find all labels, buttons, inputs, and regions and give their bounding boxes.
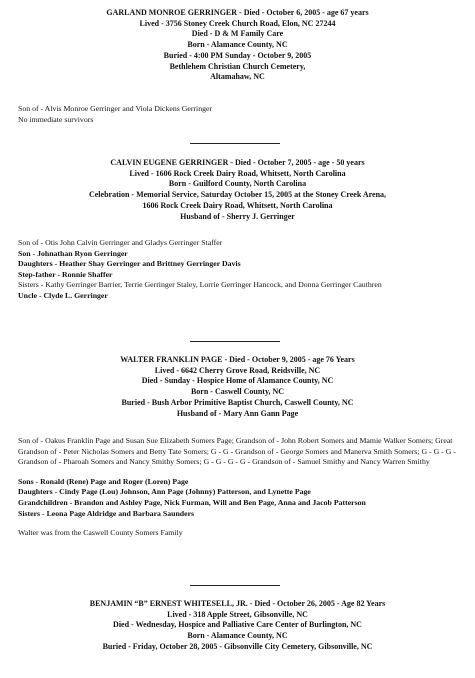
- entry-2-name-line: CALVIN EUGENE GERRINGER - Died - October 7, 2005 - age - 50 years: [110, 158, 365, 167]
- entry-1-cemetery: Bethlehem Christian Church Cemetery,: [169, 61, 306, 71]
- entry-2-son-of: Son of - Otis John Calvin Gerringer and Gladys Gerringer Staffer: [18, 238, 223, 247]
- entry-3-died: Died - Sunday - Hospice Home of Alamance County, NC: [141, 376, 334, 386]
- entry-3-note: Walter was from the Caswell County Somers Family: [18, 528, 183, 538]
- entry-1-buried: Buried - 4:00 PM Sunday - October 9, 2005: [163, 50, 312, 60]
- entry-1-son-of: Son of - Alvis Monroe Gerringer and Viola Dickens Gerringer: [18, 104, 213, 113]
- entry-2-celebration-address: 1606 Rock Creek Dairy Road, Whitsett, North Carolina: [142, 200, 333, 210]
- entry-2-son: Son - Johnathan Ryon Gerringer: [18, 248, 128, 258]
- entry-3-born: Born - Caswell County, NC: [190, 387, 285, 397]
- entry-3-body: [18, 436, 458, 539]
- entry-2-lived: Lived - 1606 Rock Creek Dairy Road, Whitsett, North Carolina: [129, 168, 346, 178]
- separator-1: [190, 143, 280, 144]
- entry-1-body: [18, 104, 458, 125]
- entry-3-sons: Sons - Ronald (Rene) Page and Roger (Loren) Page: [18, 476, 189, 486]
- entry-2-celebration: Celebration - Memorial Service, Saturday October 15, 2005 at the Stoney Creek Arena,: [88, 190, 387, 200]
- entry-4-born: Born - Alamance County, NC: [187, 631, 288, 641]
- entry-4-buried: Buried - Friday, October 28, 2005 - Gibsonville City Cemetery, Gibsonville, NC: [102, 641, 373, 651]
- entry-1-header: [10, 8, 465, 83]
- entry-2-header: [10, 158, 465, 222]
- entry-3-buried: Buried - Bush Arbor Primitive Baptist Church, Caswell County, NC: [121, 397, 354, 407]
- entry-3-name-line: WALTER FRANKLIN PAGE - Died - October 9, 2005 - age 76 Years: [120, 355, 355, 364]
- entry-2-uncle: Uncle - Clyde L. Gerringer: [18, 290, 108, 300]
- entry-1-name-line: GARLAND MONROE GERRINGER - Died - October 6, 2005 - age 67 years: [106, 8, 369, 17]
- entry-4-died: Died - Wednesday, Hospice and Palliative Care Center of Burlington, NC: [113, 620, 362, 630]
- entry-3-lineage: Son of - Oakus Franklin Page and Susan Sue Elizabeth Somers Page; Grandson of - John Robert Somers and Mamie Walker Somers; Great Grandson of - Peter Nicholas Somers and Betty Tate Somers; G - G - Grandson of - George Somers and Manerva Smith Somers; G - G - G - Grandson of - Pharoah Somers and Nancy Smithy Somers; G - G - G - G - Grandson of - Samuel Smithy and Nancy Warren Smithy: [18, 436, 456, 467]
- entry-2-husband-of: Husband of - Sherry J. Gerringer: [180, 211, 295, 221]
- entry-1-born: Born - Alamance County, NC: [187, 40, 288, 50]
- entry-3-lived: Lived - 6642 Cherry Grove Road, Reidsville, NC: [154, 365, 321, 375]
- entry-3-daughters: Daughters - Cindy Page (Lou) Johnson, Ann Page (Johnny) Patterson, and Lynette Page: [18, 487, 311, 497]
- entry-1-lived: Lived - 3756 Stoney Creek Church Road, Elon, NC 27244: [139, 18, 336, 28]
- entry-1-died: Died - D & M Family Care: [191, 29, 284, 39]
- entry-2-step-father: Step-father - Ronnie Shaffer: [18, 269, 113, 279]
- entry-4-lived: Lived - 318 Apple Street, Gibsonville, NC: [167, 609, 308, 619]
- entry-3-sisters: Sisters - Leona Page Aldridge and Barbara Saunders: [18, 508, 195, 518]
- entry-1-place: Altamahaw, NC: [210, 72, 265, 82]
- separator-2: [190, 341, 280, 342]
- entry-2-daughters: Daughters - Heather Shay Gerringer and Brittney Gerringer Davis: [18, 259, 241, 269]
- separator-3: [190, 585, 280, 586]
- entry-1-survivors: No immediate survivors: [18, 114, 94, 124]
- entry-4-name-line: BENJAMIN “B” ERNEST WHITESELL, JR. - Died - October 26, 2005 - Age 82 Years: [89, 599, 386, 608]
- entry-2-body: [18, 238, 458, 302]
- entry-2-born: Born - Guilford County, North Carolina: [168, 179, 307, 189]
- entry-3-header: [10, 355, 465, 419]
- entry-3-husband-of: Husband of - Mary Ann Gann Page: [176, 408, 299, 418]
- entry-4-header: [10, 599, 465, 653]
- entry-2-sisters: Sisters - Kathy Gerringer Barrier, Terrie Gerringer Staley, Lorrie Gerringer Hancock, and Donna Gerringer Cauthren: [18, 280, 382, 290]
- entry-3-grandchildren: Grandchildren - Brandon and Ashley Page, Nick Furman, Will and Ben Page, Anna and Jacob Patterson: [18, 497, 366, 507]
